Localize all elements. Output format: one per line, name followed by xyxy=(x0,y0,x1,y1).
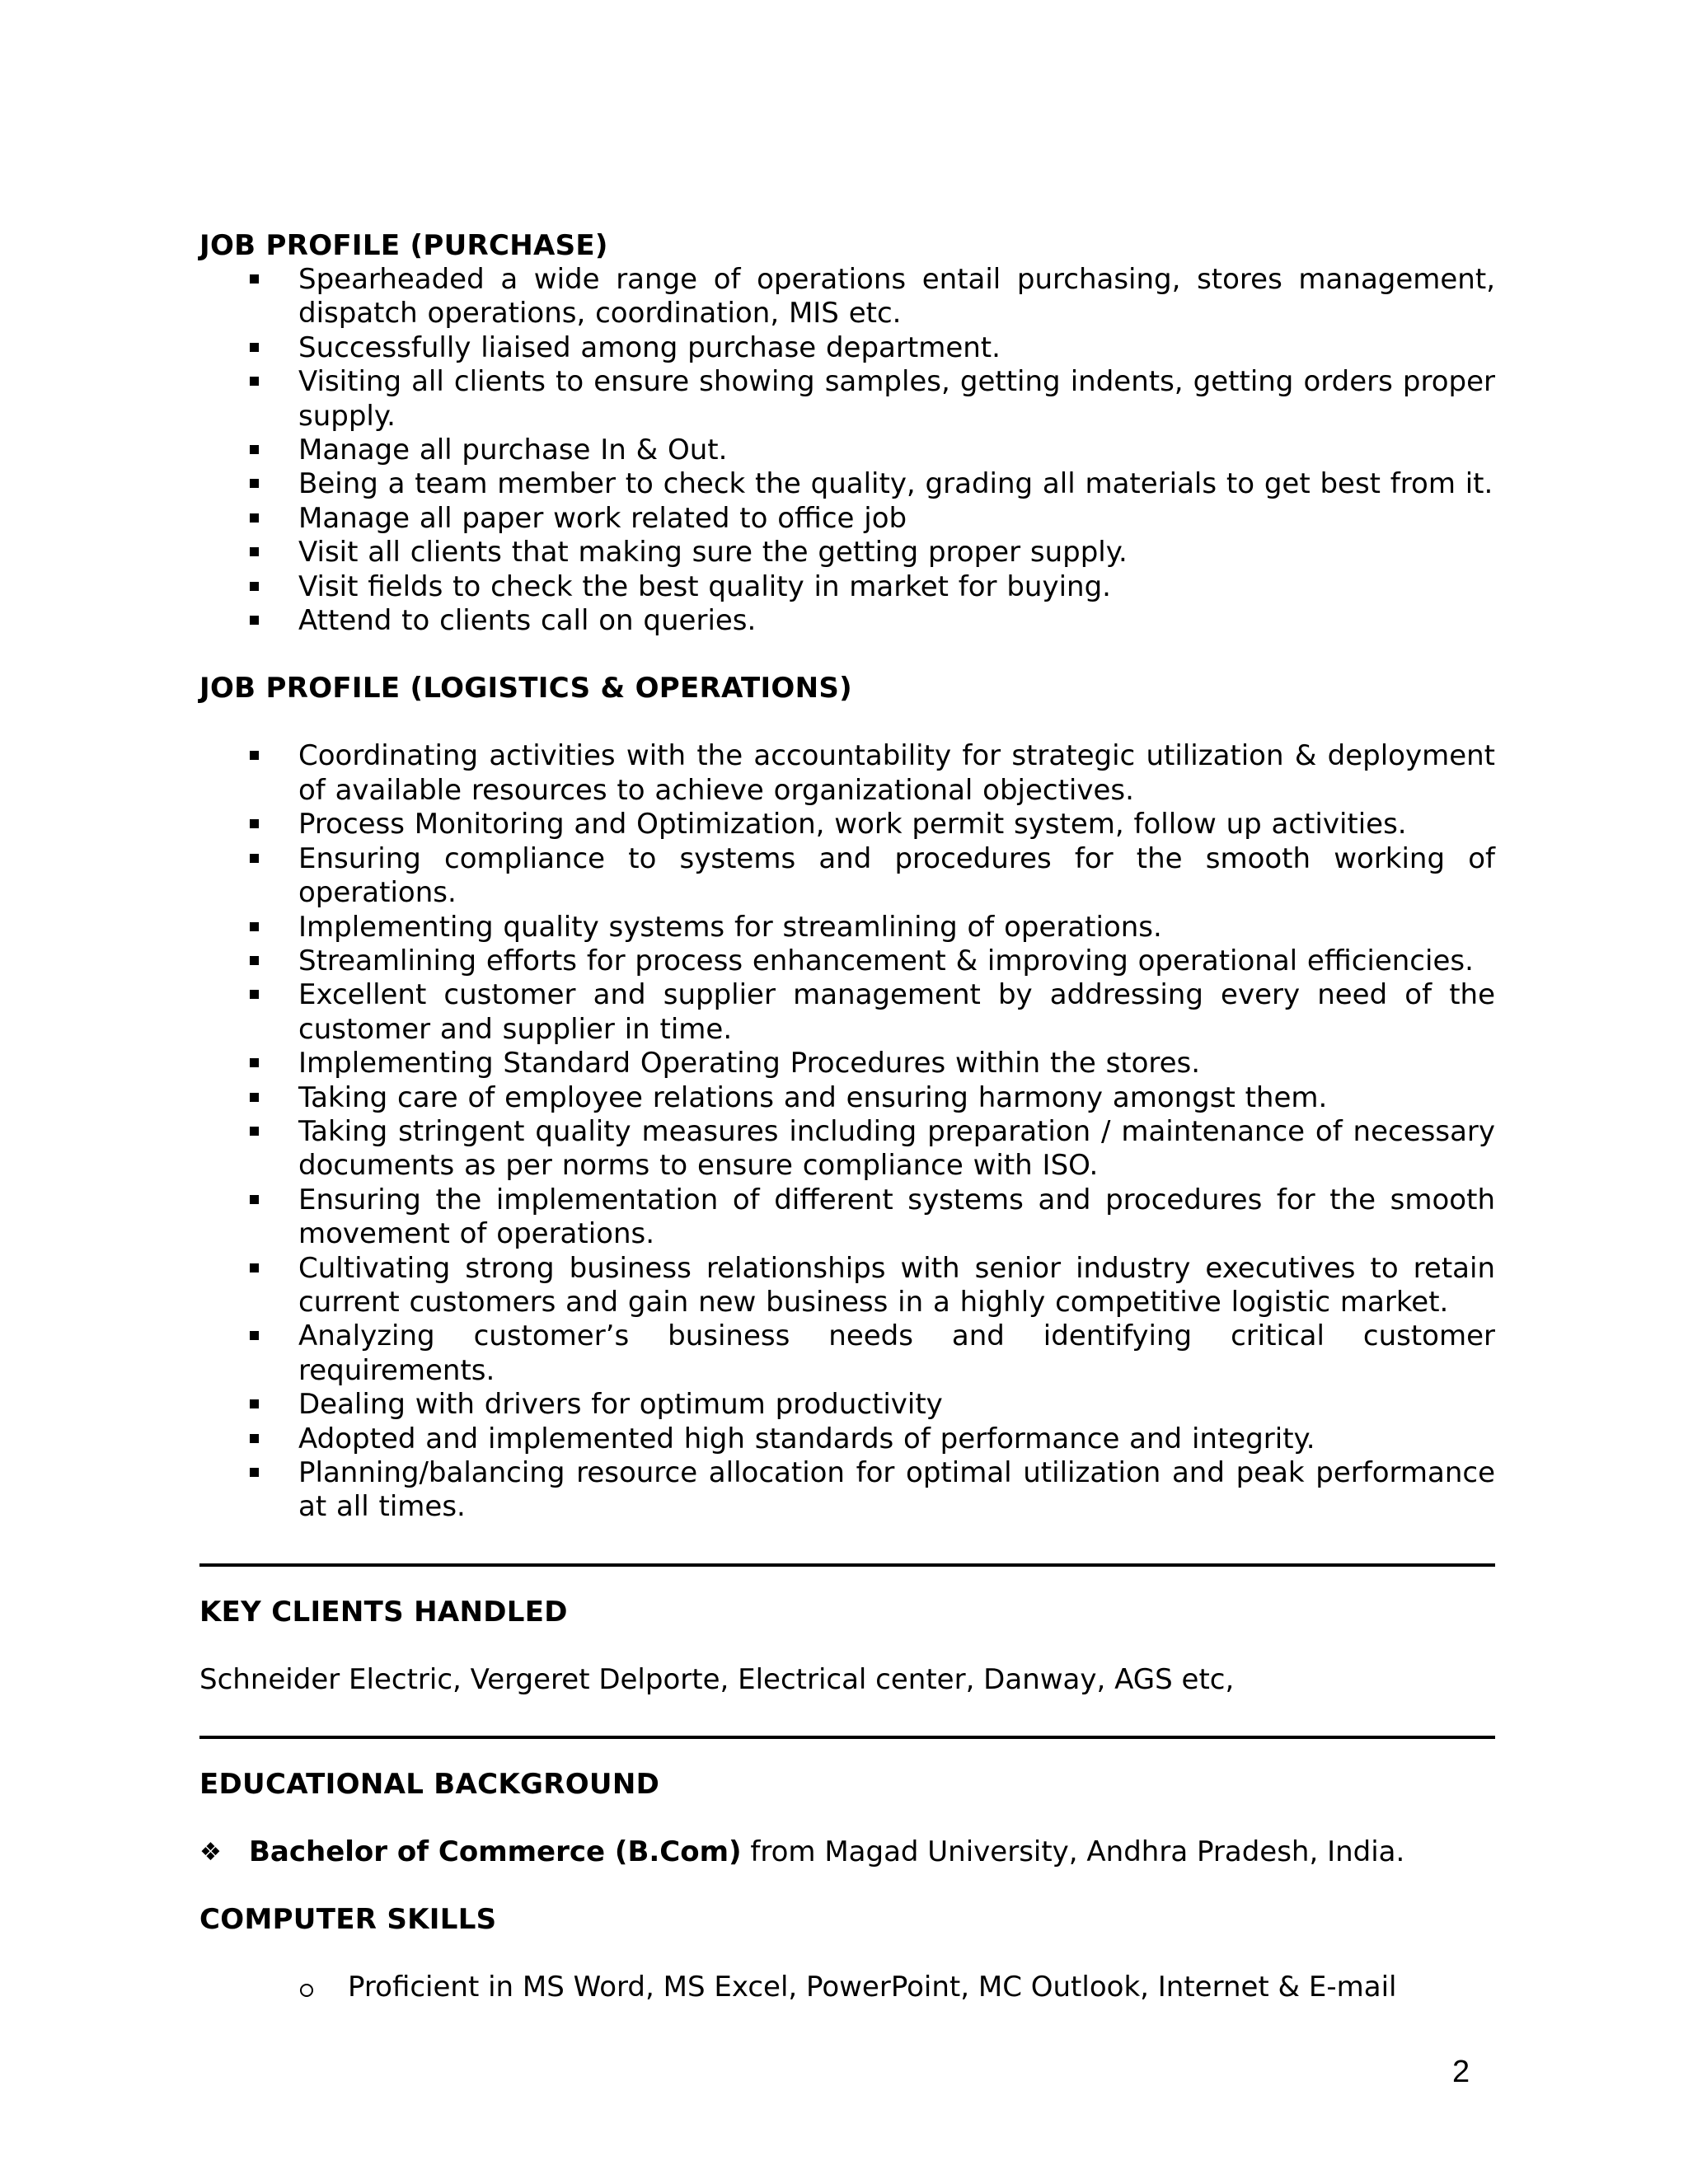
logistics-list xyxy=(199,739,1495,1524)
page-number: 2 xyxy=(1452,2055,1470,2089)
clients-text: Schneider Electric, Vergeret Delporte, Electrical center, Danway, AGS etc, xyxy=(199,1662,1235,1696)
logistics-heading: JOB PROFILE (LOGISTICS & OPERATIONS) xyxy=(199,672,853,705)
purchase-list xyxy=(199,263,1495,638)
list-item: Visit fields to check the best quality in market for buying. xyxy=(298,570,1495,604)
square-bullet-icon xyxy=(250,1127,259,1136)
purchase-heading: JOB PROFILE (PURCHASE) xyxy=(199,229,608,262)
square-bullet-icon xyxy=(250,445,259,454)
square-bullet-icon xyxy=(250,751,259,760)
square-bullet-icon xyxy=(250,1331,259,1340)
degree-details: from Magad University, Andhra Pradesh, India. xyxy=(741,1835,1405,1868)
education-entry xyxy=(199,1835,1495,1869)
list-item: Taking care of employee relations and ensuring harmony amongst them. xyxy=(298,1081,1495,1115)
list-item: Manage all purchase In & Out. xyxy=(298,434,1495,467)
list-item: Being a team member to check the quality, grading all materials to get best from it. xyxy=(298,467,1495,501)
list-item: Implementing quality systems for streamlining of operations. xyxy=(298,911,1495,944)
square-bullet-icon xyxy=(250,1093,259,1102)
list-item: Excellent customer and supplier management by addressing every need of the customer and supplier in time. xyxy=(298,978,1495,1047)
list-item: Attend to clients call on queries. xyxy=(298,604,1495,638)
square-bullet-icon xyxy=(250,513,259,523)
square-bullet-icon xyxy=(250,922,259,931)
circle-bullet-icon xyxy=(300,1984,313,1997)
square-bullet-icon xyxy=(250,1399,259,1408)
computer-skills-heading: COMPUTER SKILLS xyxy=(199,1902,497,1936)
list-item: Coordinating activities with the accountability for strategic utilization & deployment of available resources to achieve organizational objectives. xyxy=(298,739,1495,808)
list-item: Analyzing customer’s business needs and identifying critical customer requirements. xyxy=(298,1319,1495,1388)
list-item: Visiting all clients to ensure showing samples, getting indents, getting orders proper supply. xyxy=(298,365,1495,434)
list-item: Visit all clients that making sure the getting proper supply. xyxy=(298,536,1495,569)
square-bullet-icon xyxy=(250,1263,259,1272)
square-bullet-icon xyxy=(250,1468,259,1477)
resume-page xyxy=(199,229,1495,2004)
list-item: Planning/balancing resource allocation for optimal utilization and peak performance at all times. xyxy=(298,1456,1495,1525)
square-bullet-icon xyxy=(250,377,259,386)
square-bullet-icon xyxy=(250,1195,259,1204)
list-item: Spearheaded a wide range of operations entail purchasing, stores management, dispatch operations, coordination, MIS etc. xyxy=(298,263,1495,331)
square-bullet-icon xyxy=(250,990,259,999)
square-bullet-icon xyxy=(250,956,259,965)
list-item: Successfully liaised among purchase department. xyxy=(298,331,1495,365)
square-bullet-icon xyxy=(250,616,259,625)
skill-item: Proficient in MS Word, MS Excel, PowerPoint, MC Outlook, Internet & E-mail xyxy=(199,1971,1495,2004)
list-item: Taking stringent quality measures including preparation / maintenance of necessary documents as per norms to ensure compliance with ISO. xyxy=(298,1115,1495,1183)
diamond-bullet-icon: ❖ xyxy=(199,1837,222,1867)
degree-name: Bachelor of Commerce (B.Com) xyxy=(249,1835,742,1868)
clients-heading: KEY CLIENTS HANDLED xyxy=(199,1595,568,1629)
list-item: Implementing Standard Operating Procedures within the stores. xyxy=(298,1047,1495,1080)
list-item: Ensuring the implementation of different systems and procedures for the smooth movement of operations. xyxy=(298,1183,1495,1252)
square-bullet-icon xyxy=(250,343,259,352)
square-bullet-icon xyxy=(250,1058,259,1067)
square-bullet-icon xyxy=(250,854,259,863)
list-item: Cultivating strong business relationships with senior industry executives to retain current customers and gain new business in a highly competitive logistic market. xyxy=(298,1252,1495,1320)
square-bullet-icon xyxy=(250,547,259,556)
list-item: Streamlining efforts for process enhancement & improving operational efficiencies. xyxy=(298,944,1495,978)
list-item: Dealing with drivers for optimum productivity xyxy=(298,1388,1495,1422)
square-bullet-icon xyxy=(250,1434,259,1443)
square-bullet-icon xyxy=(250,274,259,284)
square-bullet-icon xyxy=(250,819,259,828)
education-heading: EDUCATIONAL BACKGROUND xyxy=(199,1767,660,1801)
list-item: Manage all paper work related to office job xyxy=(298,502,1495,536)
list-item: Ensuring compliance to systems and procedures for the smooth working of operations. xyxy=(298,842,1495,911)
square-bullet-icon xyxy=(250,582,259,591)
square-bullet-icon xyxy=(250,479,259,488)
list-item: Adopted and implemented high standards of performance and integrity. xyxy=(298,1422,1495,1456)
list-item: Process Monitoring and Optimization, work permit system, follow up activities. xyxy=(298,808,1495,841)
